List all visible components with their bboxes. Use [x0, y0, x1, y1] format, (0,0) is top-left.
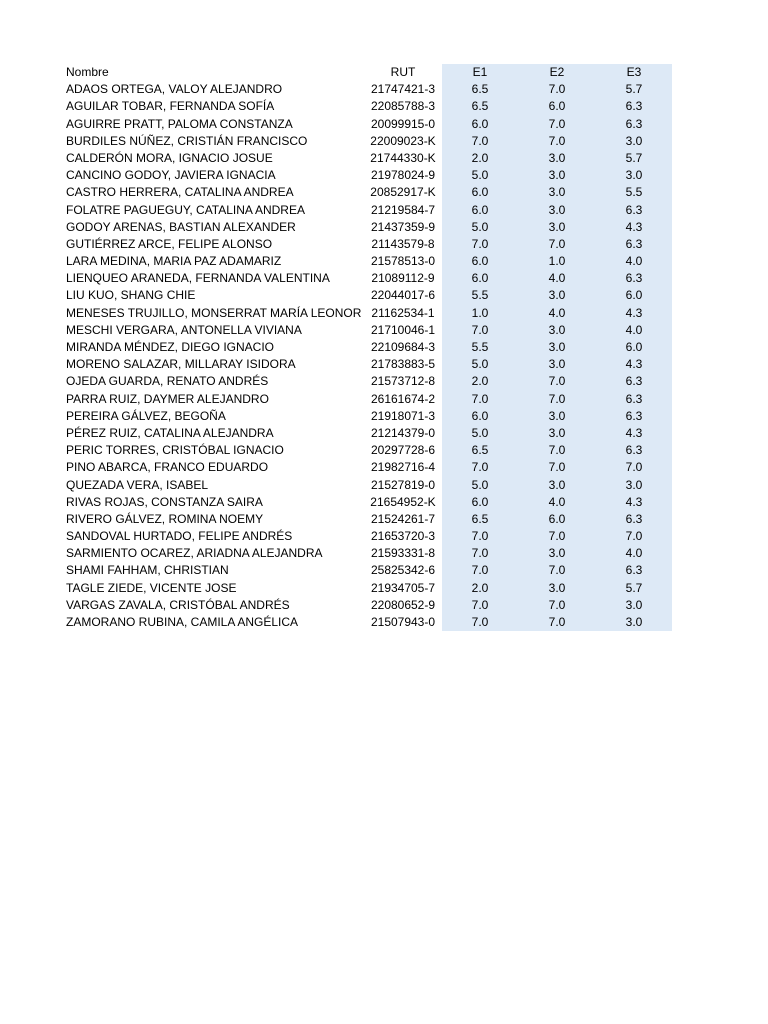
e3-grade-cell: 6.3 — [625, 511, 643, 526]
rut-cell: 21143579-8 — [371, 236, 435, 251]
e3-grade-cell: 5.5 — [625, 185, 643, 200]
rut-cell: 21934705-7 — [370, 580, 436, 595]
rut-cell: 21710046-1 — [370, 322, 436, 337]
table-row — [0, 167, 768, 184]
table-row — [0, 391, 768, 408]
e2-grade-cell: 3.0 — [548, 340, 566, 354]
e3-grade-cell: 3.0 — [625, 477, 643, 492]
e1-grade-cell: 6.0 — [471, 494, 489, 509]
student-name-cell: CANCINO GODOY, JAVIERA IGNACIA — [66, 168, 276, 183]
student-name-cell: LIU KUO, SHANG CHIE — [66, 288, 196, 303]
student-name-cell: VARGAS ZAVALA, CRISTÓBAL ANDRÉS — [66, 597, 290, 612]
student-name-cell: PARRA RUIZ, DAYMER ALEJANDRO — [66, 391, 269, 406]
e3-grade-cell: 6.3 — [625, 202, 643, 217]
e3-grade-cell: 7.0 — [625, 529, 643, 544]
table-row — [0, 511, 768, 528]
student-name-cell: ADAOS ORTEGA, VALOY ALEJANDRO — [66, 82, 283, 97]
e2-grade-cell: 7.0 — [548, 563, 566, 578]
table-header-row — [0, 64, 768, 81]
student-name-cell: RIVERO GÁLVEZ, ROMINA NOEMY — [66, 511, 264, 526]
student-name-cell: OJEDA GUARDA, RENATO ANDRÉS — [66, 374, 269, 389]
rut-cell: 21783883-5 — [370, 357, 436, 372]
e2-grade-cell: 7.0 — [548, 236, 566, 251]
e1-grade-cell: 7.0 — [471, 391, 489, 406]
e1-grade-cell: 5.5 — [471, 288, 489, 303]
rut-cell: 21573712-8 — [370, 374, 436, 389]
e3-grade-cell: 3.0 — [625, 133, 643, 148]
e1-grade-cell: 5.5 — [471, 340, 489, 354]
student-name-cell: AGUILAR TOBAR, FERNANDA SOFÍA — [66, 99, 275, 114]
table-row — [0, 184, 768, 201]
e1-grade-cell: 5.0 — [471, 219, 489, 234]
e1-grade-cell: 7.0 — [471, 529, 489, 544]
table-row — [0, 202, 768, 219]
rut-cell: 21578513-0 — [370, 254, 436, 269]
student-name-cell: LARA MEDINA, MARIA PAZ ADAMARIZ — [66, 254, 282, 269]
rut-cell: 21089112-9 — [371, 271, 435, 286]
e2-grade-cell: 3.0 — [548, 357, 566, 372]
e2-grade-cell: 7.0 — [548, 443, 566, 458]
e3-grade-cell: 5.7 — [625, 82, 643, 97]
table-row — [0, 545, 768, 562]
table-row — [0, 236, 768, 253]
e2-grade-cell: 3.0 — [548, 546, 566, 561]
rut-cell: 22044017-6 — [370, 288, 436, 303]
e1-grade-cell: 7.0 — [471, 615, 489, 629]
rut-cell: 22080652-9 — [370, 597, 436, 612]
e1-grade-cell: 6.5 — [471, 443, 489, 458]
table-row — [0, 425, 768, 442]
e1-grade-cell: 5.0 — [471, 477, 489, 492]
header-e1: E1 — [472, 65, 488, 79]
rut-cell: 21593331-8 — [370, 546, 436, 561]
rut-cell: 21219584-7 — [370, 202, 436, 217]
student-name-cell: PINO ABARCA, FRANCO EDUARDO — [66, 460, 269, 475]
rut-cell: 25825342-6 — [370, 563, 436, 578]
table-row — [0, 305, 768, 322]
e1-grade-cell: 6.5 — [471, 99, 489, 114]
e2-grade-cell: 7.0 — [548, 597, 566, 612]
e1-grade-cell: 1.0 — [471, 305, 489, 320]
table-row — [0, 270, 768, 287]
e2-grade-cell: 7.0 — [548, 391, 566, 406]
e3-grade-cell: 3.0 — [625, 615, 643, 629]
e2-grade-cell: 7.0 — [548, 116, 566, 131]
student-name-cell: BURDILES NÚÑEZ, CRISTIÁN FRANCISCO — [66, 133, 308, 148]
student-name-cell: PERIC TORRES, CRISTÓBAL IGNACIO — [66, 443, 284, 458]
rut-cell: 21654952-K — [370, 494, 436, 509]
e2-grade-cell: 3.0 — [548, 425, 566, 440]
e1-grade-cell: 2.0 — [471, 374, 489, 389]
rut-cell: 21214379-0 — [370, 425, 436, 440]
header-nombre: Nombre — [66, 65, 109, 79]
table-row — [0, 494, 768, 511]
rut-cell: 21527819-0 — [370, 477, 436, 492]
e1-grade-cell: 6.0 — [471, 271, 489, 286]
e3-grade-cell: 4.0 — [625, 546, 643, 561]
rut-cell: 26161674-2 — [370, 391, 436, 406]
rut-cell: 21507943-0 — [370, 615, 436, 629]
student-name-cell: QUEZADA VERA, ISABEL — [66, 477, 209, 492]
student-name-cell: PÉREZ RUIZ, CATALINA ALEJANDRA — [66, 425, 274, 440]
rut-cell: 20297728-6 — [370, 443, 436, 458]
e1-grade-cell: 7.0 — [471, 236, 489, 251]
e2-grade-cell: 3.0 — [548, 288, 566, 303]
header-e2: E2 — [549, 65, 565, 79]
rut-cell: 21162534-1 — [371, 305, 435, 320]
rut-cell: 22109684-3 — [370, 340, 436, 354]
rut-cell: 20099915-0 — [370, 116, 436, 131]
rut-cell: 21747421-3 — [370, 82, 436, 97]
student-name-cell: SHAMI FAHHAM, CHRISTIAN — [66, 563, 229, 578]
e3-grade-cell: 7.0 — [625, 460, 643, 475]
student-name-cell: TAGLE ZIEDE, VICENTE JOSE — [66, 580, 237, 595]
e3-grade-cell: 6.0 — [625, 288, 643, 303]
e1-grade-cell: 6.0 — [471, 254, 489, 269]
e1-grade-cell: 6.0 — [471, 408, 489, 423]
e3-grade-cell: 6.3 — [625, 374, 643, 389]
e1-grade-cell: 6.0 — [471, 185, 489, 200]
e2-grade-cell: 3.0 — [548, 150, 566, 165]
e3-grade-cell: 6.0 — [625, 340, 643, 354]
e3-grade-cell: 5.7 — [625, 580, 643, 595]
e1-grade-cell: 2.0 — [471, 150, 489, 165]
e2-grade-cell: 4.0 — [548, 271, 566, 286]
e1-grade-cell: 5.0 — [471, 357, 489, 372]
student-name-cell: MENESES TRUJILLO, MONSERRAT MARÍA LEONOR — [66, 305, 362, 320]
e1-grade-cell: 7.0 — [471, 597, 489, 612]
rut-cell: 21653720-3 — [370, 529, 436, 544]
student-name-cell: CALDERÓN MORA, IGNACIO JOSUE — [66, 150, 273, 165]
student-name-cell: CASTRO HERRERA, CATALINA ANDREA — [66, 185, 294, 200]
table-row — [0, 81, 768, 98]
e2-grade-cell: 6.0 — [548, 99, 566, 114]
table-row — [0, 356, 768, 373]
student-name-cell: AGUIRRE PRATT, PALOMA CONSTANZA — [66, 116, 293, 131]
rut-cell: 20852917-K — [370, 185, 436, 200]
e3-grade-cell: 3.0 — [625, 168, 643, 183]
e3-grade-cell: 6.3 — [625, 271, 643, 286]
rut-cell: 22085788-3 — [370, 99, 436, 114]
rut-cell: 22009023-K — [370, 133, 436, 148]
student-name-cell: PEREIRA GÁLVEZ, BEGOÑA — [66, 408, 226, 423]
e1-grade-cell: 7.0 — [471, 460, 489, 475]
rut-cell: 21524261-7 — [370, 511, 436, 526]
e3-grade-cell: 4.3 — [625, 219, 643, 234]
table-row — [0, 287, 768, 304]
student-name-cell: GUTIÉRREZ ARCE, FELIPE ALONSO — [66, 236, 273, 251]
e2-grade-cell: 3.0 — [548, 322, 566, 337]
table-row — [0, 528, 768, 545]
e2-grade-cell: 3.0 — [548, 168, 566, 183]
table-row — [0, 459, 768, 476]
e1-grade-cell: 7.0 — [471, 133, 489, 148]
e2-grade-cell: 1.0 — [548, 254, 566, 269]
table-row — [0, 150, 768, 167]
table-row — [0, 442, 768, 459]
e2-grade-cell: 3.0 — [548, 580, 566, 595]
e1-grade-cell: 5.0 — [471, 168, 489, 183]
e3-grade-cell: 6.3 — [625, 563, 643, 578]
e1-grade-cell: 5.0 — [471, 425, 489, 440]
e3-grade-cell: 6.3 — [625, 408, 643, 423]
e3-grade-cell: 6.3 — [625, 99, 643, 114]
e2-grade-cell: 7.0 — [548, 133, 566, 148]
header-rut: RUT — [390, 65, 416, 79]
student-name-cell: MORENO SALAZAR, MILLARAY ISIDORA — [66, 357, 296, 372]
e2-grade-cell: 3.0 — [548, 408, 566, 423]
e3-grade-cell: 4.3 — [625, 305, 643, 320]
table-body — [0, 81, 768, 631]
header-e3: E3 — [626, 65, 642, 79]
e1-grade-cell: 2.0 — [471, 580, 489, 595]
table-row — [0, 219, 768, 236]
e2-grade-cell: 7.0 — [548, 615, 566, 629]
e2-grade-cell: 3.0 — [548, 185, 566, 200]
e3-grade-cell: 4.3 — [625, 357, 643, 372]
table-row — [0, 408, 768, 425]
table-row — [0, 614, 768, 631]
e2-grade-cell: 6.0 — [548, 511, 566, 526]
e3-grade-cell: 6.3 — [625, 443, 643, 458]
e2-grade-cell: 7.0 — [548, 82, 566, 97]
student-name-cell: RIVAS ROJAS, CONSTANZA SAIRA — [66, 494, 263, 509]
e3-grade-cell: 6.3 — [625, 236, 643, 251]
student-name-cell: MIRANDA MÉNDEZ, DIEGO IGNACIO — [66, 340, 275, 354]
e2-grade-cell: 3.0 — [548, 219, 566, 234]
e2-grade-cell: 3.0 — [548, 202, 566, 217]
table-row — [0, 133, 768, 150]
e3-grade-cell: 5.7 — [625, 150, 643, 165]
grades-table — [0, 64, 768, 631]
table-row — [0, 322, 768, 339]
table-row — [0, 253, 768, 270]
e3-grade-cell: 6.3 — [625, 391, 643, 406]
e3-grade-cell: 6.3 — [625, 116, 643, 131]
e1-grade-cell: 6.0 — [471, 116, 489, 131]
rut-cell: 21918071-3 — [370, 408, 436, 423]
table-row — [0, 597, 768, 614]
student-name-cell: ZAMORANO RUBINA, CAMILA ANGÉLICA — [66, 615, 299, 629]
e3-grade-cell: 3.0 — [625, 597, 643, 612]
table-row — [0, 477, 768, 494]
e1-grade-cell: 7.0 — [471, 322, 489, 337]
rut-cell: 21982716-4 — [370, 460, 436, 475]
table-row — [0, 98, 768, 115]
e1-grade-cell: 6.5 — [471, 511, 489, 526]
e2-grade-cell: 7.0 — [548, 374, 566, 389]
table-row — [0, 339, 768, 356]
e3-grade-cell: 4.3 — [625, 425, 643, 440]
student-name-cell: SARMIENTO OCAREZ, ARIADNA ALEJANDRA — [66, 546, 323, 561]
student-name-cell: SANDOVAL HURTADO, FELIPE ANDRÉS — [66, 529, 293, 544]
e2-grade-cell: 4.0 — [548, 305, 566, 320]
student-name-cell: LIENQUEO ARANEDA, FERNANDA VALENTINA — [66, 271, 330, 286]
rut-cell: 21978024-9 — [370, 168, 436, 183]
e1-grade-cell: 7.0 — [471, 563, 489, 578]
e1-grade-cell: 6.5 — [471, 82, 489, 97]
table-row — [0, 562, 768, 579]
table-row — [0, 116, 768, 133]
e3-grade-cell: 4.0 — [625, 254, 643, 269]
table-row — [0, 373, 768, 390]
e2-grade-cell: 7.0 — [548, 460, 566, 475]
e3-grade-cell: 4.3 — [625, 494, 643, 509]
student-name-cell: FOLATRE PAGUEGUY, CATALINA ANDREA — [66, 202, 305, 217]
e3-grade-cell: 4.0 — [625, 322, 643, 337]
rut-cell: 21744330-K — [370, 150, 436, 165]
e2-grade-cell: 4.0 — [548, 494, 566, 509]
e2-grade-cell: 3.0 — [548, 477, 566, 492]
e1-grade-cell: 6.0 — [471, 202, 489, 217]
table-row — [0, 580, 768, 597]
student-name-cell: MESCHI VERGARA, ANTONELLA VIVIANA — [66, 322, 302, 337]
e2-grade-cell: 7.0 — [548, 529, 566, 544]
student-name-cell: GODOY ARENAS, BASTIAN ALEXANDER — [66, 219, 296, 234]
rut-cell: 21437359-9 — [370, 219, 436, 234]
e1-grade-cell: 7.0 — [471, 546, 489, 561]
